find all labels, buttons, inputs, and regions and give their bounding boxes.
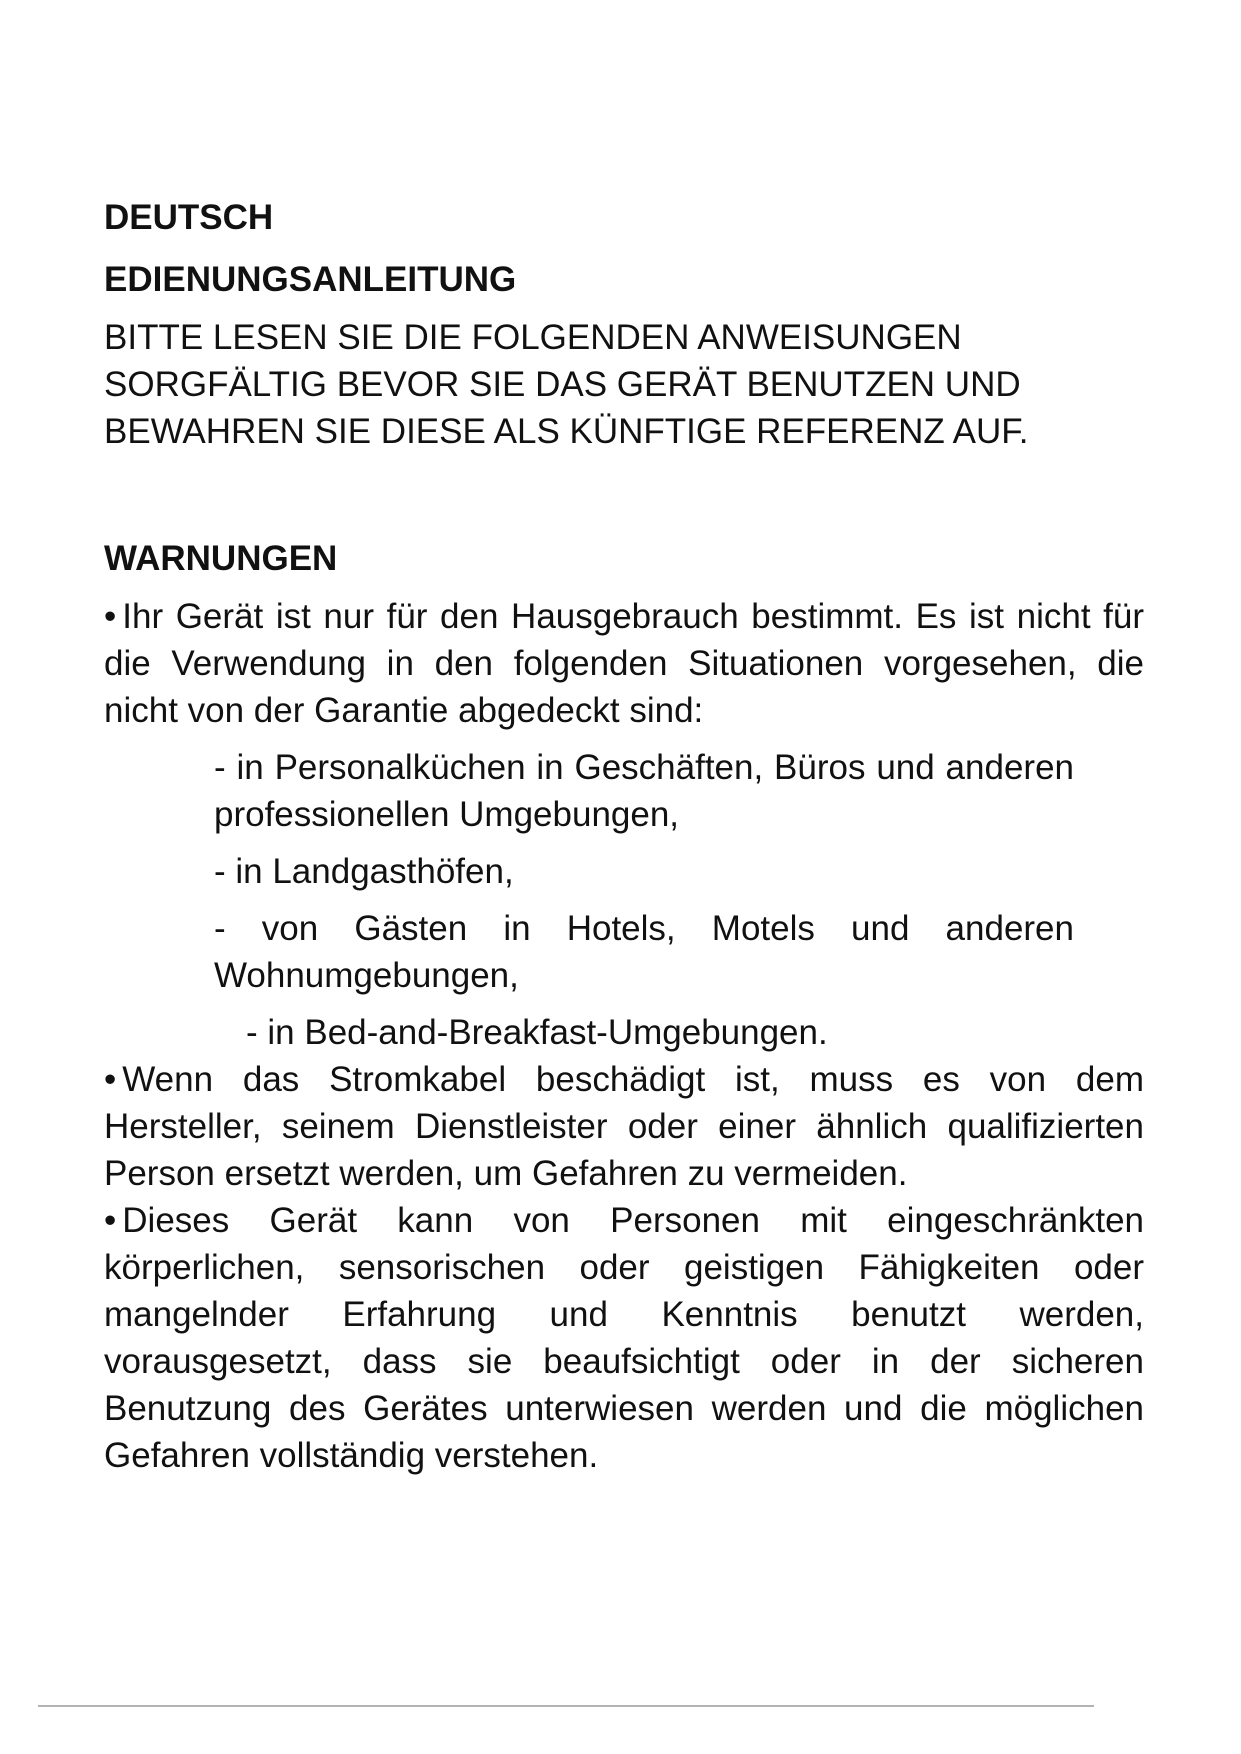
intro-line: BEWAHREN SIE DIESE ALS KÜNFTIGE REFERENZ AUF.: [104, 412, 1029, 451]
warning-text: Wenn das Stromkabel beschädigt ist, muss es von dem Hersteller, seinem Dienstleister oder einer ähnlich qualifizierten Person ersetzt werden, um Gefahren zu vermeiden.: [104, 1060, 1144, 1193]
intro-line: SORGFÄLTIG BEVOR SIE DAS GERÄT BENUTZEN UND: [104, 365, 1021, 404]
bullet-icon: •: [104, 1060, 117, 1099]
intro-notice: [104, 314, 1149, 455]
bullet-icon: •: [104, 597, 117, 636]
intro-line: BITTE LESEN SIE DIE FOLGENDEN ANWEISUNGEN: [104, 318, 962, 357]
bullet-icon: •: [104, 1201, 117, 1240]
warning-text: Ihr Gerät ist nur für den Hausgebrauch bestimmt. Es ist nicht für die Verwendung in den folgenden Situationen vorgesehen, die nicht von der Garantie abgedeckt sind:: [104, 597, 1144, 730]
situation-item: - in Personalküchen in Geschäften, Büros und anderen professionellen Umgebungen,: [214, 748, 1074, 834]
warning-item: [104, 1197, 1144, 1479]
warning-item: [104, 1056, 1144, 1197]
warning-item: [104, 593, 1144, 734]
situation-item: - in Bed-and-Breakfast-Umgebungen.: [246, 1013, 828, 1052]
manual-page: [104, 196, 1144, 1479]
document-title: EDIENUNGSANLEITUNG: [104, 260, 517, 299]
language-heading: DEUTSCH: [104, 198, 274, 237]
footer-divider: [38, 1705, 1094, 1707]
situation-item: - von Gästen in Hotels, Motels und anderen Wohnumgebungen,: [214, 909, 1074, 995]
warnings-heading: WARNUNGEN: [104, 539, 338, 578]
situation-item: - in Landgasthöfen,: [214, 852, 514, 891]
warning-text: Dieses Gerät kann von Personen mit eingeschränkten körperlichen, sensorischen oder geistigen Fähigkeiten oder mangelnder Erfahrung und Kenntnis benutzt werden, vorausgesetzt, dass sie beaufsichtigt oder in der sicheren Benutzung des Gerätes unterwiesen werden und die möglichen Gefahren vollständig verstehen.: [104, 1201, 1144, 1475]
